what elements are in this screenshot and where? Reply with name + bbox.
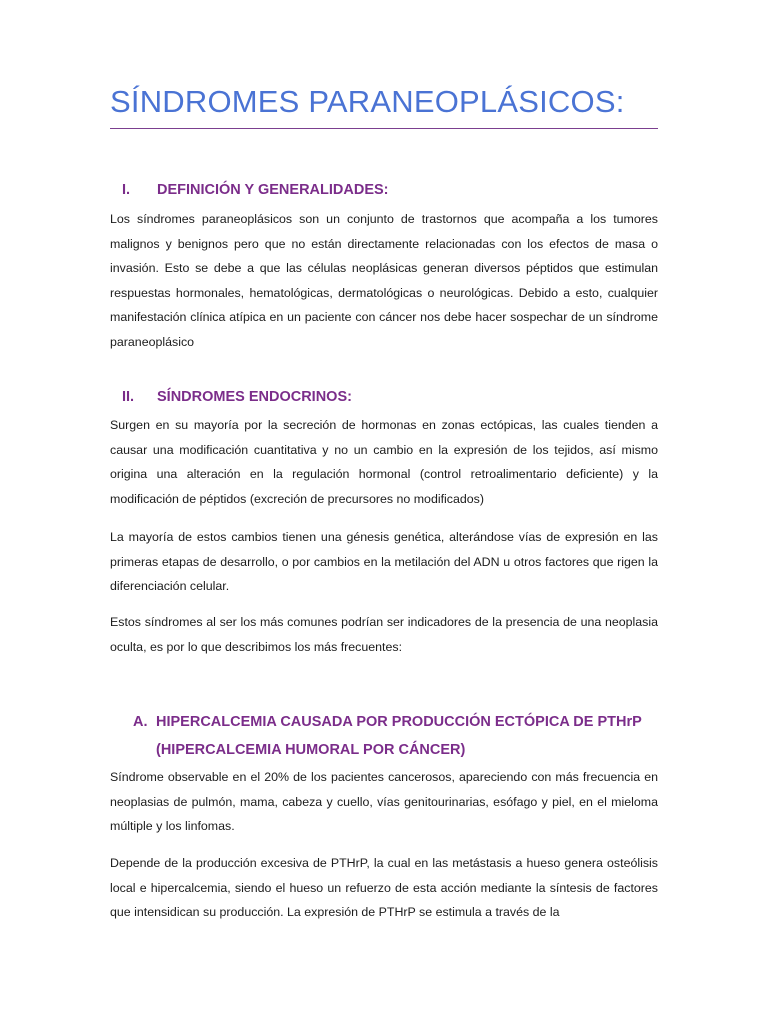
paragraph-hipercalcemia-1: Síndrome observable en el 20% de los pacientes cancerosos, apareciendo con más frecuencia en neoplasias de pulmón, mama, cabeza y cuello, vías genitourinarias, esófago y piel, en el mieloma múltiple y los linfomas. — [110, 770, 658, 834]
subsection-letter: A. — [133, 714, 148, 730]
paragraph-hipercalcemia-2: Depende de la producción excesiva de PTHrP, la cual en las metástasis a hueso genera osteólisis local e hipercalcemia, siendo el hueso un refuerzo de esta acción mediante la síntesis de factores que intensidican su producción. La expresión de PTHrP se estimula a través de la — [110, 856, 658, 920]
section-heading-text: SÍNDROMES ENDOCRINOS: — [157, 389, 352, 405]
paragraph-endocrinos-2: La mayoría de estos cambios tienen una génesis genética, alterándose vías de expresión en las primeras etapas de desarrollo, o por cambios en la metilación del ADN u otros factores que rigen la diferenciación celular. — [110, 530, 658, 594]
section-number: I. — [122, 182, 131, 198]
paragraph-endocrinos-3: Estos síndromes al ser los más comunes podrían ser indicadores de la presencia de una neoplasia oculta, es por lo que describimos los más frecuentes: — [110, 615, 658, 654]
subsection-heading-hipercalcemia — [133, 712, 642, 732]
section-number: II. — [122, 389, 135, 405]
document-title: SÍNDROMES PARANEOPLÁSICOS: — [110, 84, 625, 119]
section-heading-definicion — [122, 180, 389, 200]
paragraph-definicion: Los síndromes paraneoplásicos son un conjunto de trastornos que acompaña a los tumores malignos y benignos pero que no están directamente relacionadas con los efectos de masa o invasión. Esto se debe a que las células neoplásicas generan diversos péptidos que estimulan respuestas hormonales, hematológicas, dermatológicas o neurológicas. Debido a esto, cualquier manifestación clínica atípica en un paciente con cáncer nos debe hacer sospechar de un síndrome paraneoplásico — [110, 212, 658, 349]
subsection-heading-line2: (HIPERCALCEMIA HUMORAL POR CÁNCER) — [156, 742, 466, 758]
subsection-heading-line1: HIPERCALCEMIA CAUSADA POR PRODUCCIÓN ECTÓPICA DE PTHrP — [156, 714, 642, 730]
title-underline — [110, 128, 658, 129]
section-heading-endocrinos — [122, 387, 352, 407]
section-heading-text: DEFINICIÓN Y GENERALIDADES: — [157, 182, 389, 198]
paragraph-endocrinos-1: Surgen en su mayoría por la secreción de hormonas en zonas ectópicas, las cuales tienden a causar una modificación cuantitativa y no un cambio en la expresión de los tejidos, así mismo origina una alteración en la regulación hormonal (control retroalimentario deficiente) y la modificación de péptidos (excreción de precursores no modificados) — [110, 418, 658, 506]
